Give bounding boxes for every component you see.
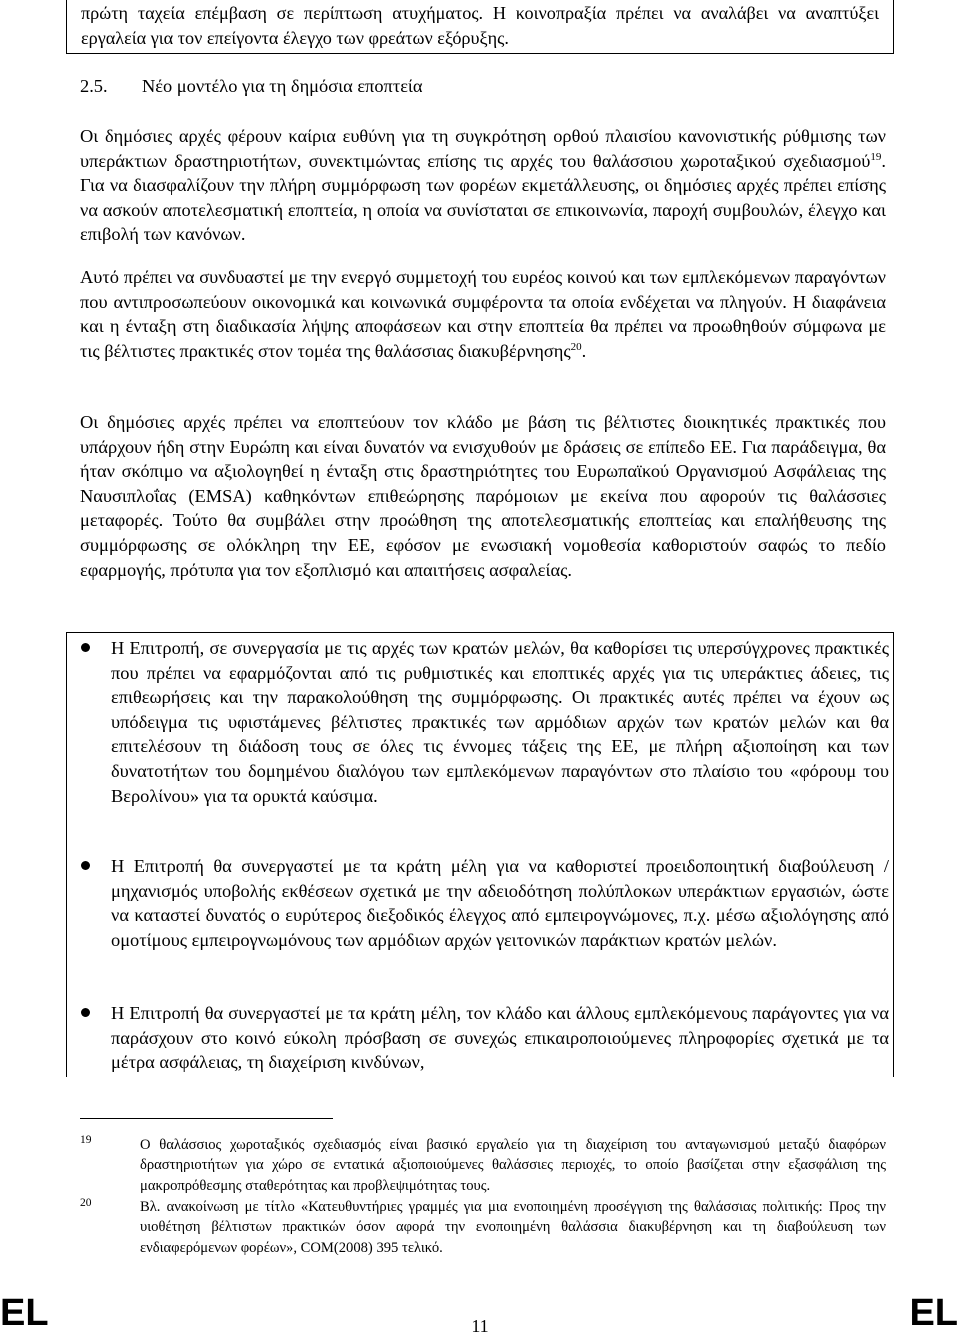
footnote-ref-20[interactable]: 20 (570, 340, 582, 353)
section-heading (80, 76, 423, 97)
page-number: 11 (471, 1316, 489, 1336)
bullet-item (81, 854, 889, 952)
footnote-20-mark: 20 (80, 1197, 92, 1209)
footnote-ref-19[interactable]: 19 (870, 150, 882, 163)
footnote-separator (80, 1118, 333, 1119)
footnote-19-mark: 19 (80, 1134, 92, 1146)
footnote-19-text: Ο θαλάσσιος χωροταξικός σχεδιασμός είναι βασικό εργαλείο για τη διαχείριση του ανταγωνισμού μεταξύ διαφόρων δραστηριοτήτων για χώρο σε εντατικά αξιοποιούμενες θαλάσσιες περιοχές, το οποίο βασίζεται στην εξασφάλιση της μακροπρόθεσμης σταθερότητας και προβλεψιμότητας τους. (140, 1137, 886, 1194)
continued-text-box (66, 0, 894, 54)
paragraph-2-text-b: . (581, 340, 587, 361)
bullet-text: Η Επιτροπή, σε συνεργασία με τις αρχές των κρατών μελών, θα καθορίσει τις υπερσύγχρονες πρακτικές που πρέπει να εφαρμόζονται από τις ρυθμιστικές και εποπτικές αρχές για τις υπεράκτιες άδειες, τις επιθεωρήσεις και την παρακολούθηση της συμμόρφωσης. Οι πρακτικές αυτές πρέπει να έχουν ως υπόδειγμα τις υφιστάμενες βέλτιστες πρακτικές των αρμόδιων αρχών των κρατών μελών και θα επιτελέσουν τη διάδοση τους σε όλες τις έννομες τάξεις της ΕΕ, με πλήρη αξιοποίηση και των δυνατοτήτων του δομημένου διαλόγου των εμπλεκόμενων παραγόντων στο πλαίσιο του «φόρουμ του Βερολίνου» για τα ορυκτά καύσιμα. (111, 638, 889, 806)
language-code-left: EL (0, 1292, 49, 1334)
footnote-20-text: Βλ. ανακοίνωση με τίτλο «Κατευθυντήριες γραμμές για μια ενοποιημένη προσέγγιση της θαλάσσιας πολιτικής: Προς την υιοθέτηση βέλτιστων πρακτικών όσον αφορά την ενοποιημένη θαλάσσια διακυβέρνηση και τη διαβούλευση των ενδιαφερόμενων φορέων», COM(2008) 395 τελικό. (140, 1199, 886, 1256)
paragraph-3: Οι δημόσιες αρχές πρέπει να εποπτεύουν τον κλάδο με βάση τις βέλτιστες διοικητικές πρακτικές που υπάρχουν ήδη στην Ευρώπη και είναι δυνατόν να ενισχυθούν με δράσεις σε επίπεδο ΕΕ. Για παράδειγμα, θα ήταν σκόπιμο να αξιολογηθεί η ένταξη στις δραστηριότητες του Ευρωπαϊκού Οργανισμού Ασφάλειας της Ναυσιπλοΐας (EMSA) καθηκόντων επιθεώρησης παρόμοιων με εκείνα που αφορούν τις θαλάσσιες μεταφορές. Τούτο θα συμβάλει στην προώθηση της αποτελεσματικής εποπτείας και επαλήθευσης της συμμόρφωσης σε ολόκληρη την ΕΕ, εφόσον με ενωσιακή νομοθεσία καθοριστούν σαφώς το πεδίο εφαρμογής, πρότυπα για τον εξοπλισμό και απαιτήσεις ασφαλείας. (80, 412, 886, 580)
action-points-box (66, 632, 894, 1077)
paragraph-1-text-a: Οι δημόσιες αρχές φέρουν καίρια ευθύνη για τη συγκρότηση ορθού πλαισίου κανονιστικής ρύθμισης των υπεράκτιων δραστηριοτήτων, συνεκτιμώντας επίσης τις αρχές του θαλάσσιου χωροταξικού σχεδιασμού (80, 126, 886, 171)
bullet-item (81, 1001, 889, 1075)
paragraph-1-text-b: . Για να διασφαλίζουν την πλήρη συμμόρφωση των φορέων εκμετάλλευσης, οι δημόσιες αρχές πρέπει επίσης να ασκούν αποτελεσματική εποπτεία, η οποία να συνίσταται σε επικοινωνία, παροχή συμβουλών, έλεγχο και επιβολή των κανόνων. (80, 150, 886, 245)
bullet-icon (81, 861, 90, 870)
bullet-text: Η Επιτροπή θα συνεργαστεί με τα κράτη μέλη, τον κλάδο και άλλους εμπλεκόμενους παράγοντες για να παράσχουν στο κοινό εύκολη πρόσβαση σε συνεχώς επικαιροποιούμενες πληροφορίες σχετικά με τα μέτρα ασφάλειας, τη διαχείριση κινδύνων, (111, 1003, 889, 1073)
bullet-item (81, 636, 889, 808)
language-code-right: EL (909, 1292, 958, 1334)
section-title: Νέο μοντέλο για τη δημόσια εποπτεία (142, 76, 423, 96)
paragraph-2-text-a: Αυτό πρέπει να συνδυαστεί με την ενεργό συμμετοχή του ευρέος κοινού και των εμπλεκόμενων παραγόντων που αντιπροσωπεύουν οικονομικά και κοινωνικά συμφέροντα τα οποία ενδέχεται να πληγούν. Η διαφάνεια και η ένταξη στη διαδικασία λήψης αποφάσεων και στην εποπτεία θα πρέπει να προωθηθούν σύμφωνα με τις βέλτιστες πρακτικές στον τομέα της θαλάσσιας διακυβέρνησης (80, 267, 886, 361)
bullet-icon (81, 643, 90, 652)
bullet-icon (81, 1008, 90, 1017)
bullet-text: Η Επιτροπή θα συνεργαστεί με τα κράτη μέλη για να καθοριστεί προειδοποιητική διαβούλευση /μηχανισμός υποβολής εκθέσεων σχετικά με την αδειοδότηση πολύπλοκων υπεράκτιων εργασιών, ώστε να καταστεί δυνατός ο ευρύτερος διεξοδικός έλεγχος από εμπειρογνώμονες, π.χ. μέσω αξιολόγησης από ομοτίμους εμπειρογνωμόνους των αρμόδιων αρχών γειτονικών παράκτιων κρατών μελών. (111, 856, 889, 950)
paragraph-1 (80, 124, 886, 247)
paragraph-2 (80, 265, 886, 363)
section-number: 2.5. (80, 76, 108, 96)
continued-box-text: πρώτη ταχεία επέμβαση σε περίπτωση ατυχήματος. Η κοινοπραξία πρέπει να αναλάβει να αναπτύξει εργαλεία για τον επείγοντα έλεγχο των φρεάτων εξόρυξης. (81, 3, 879, 48)
